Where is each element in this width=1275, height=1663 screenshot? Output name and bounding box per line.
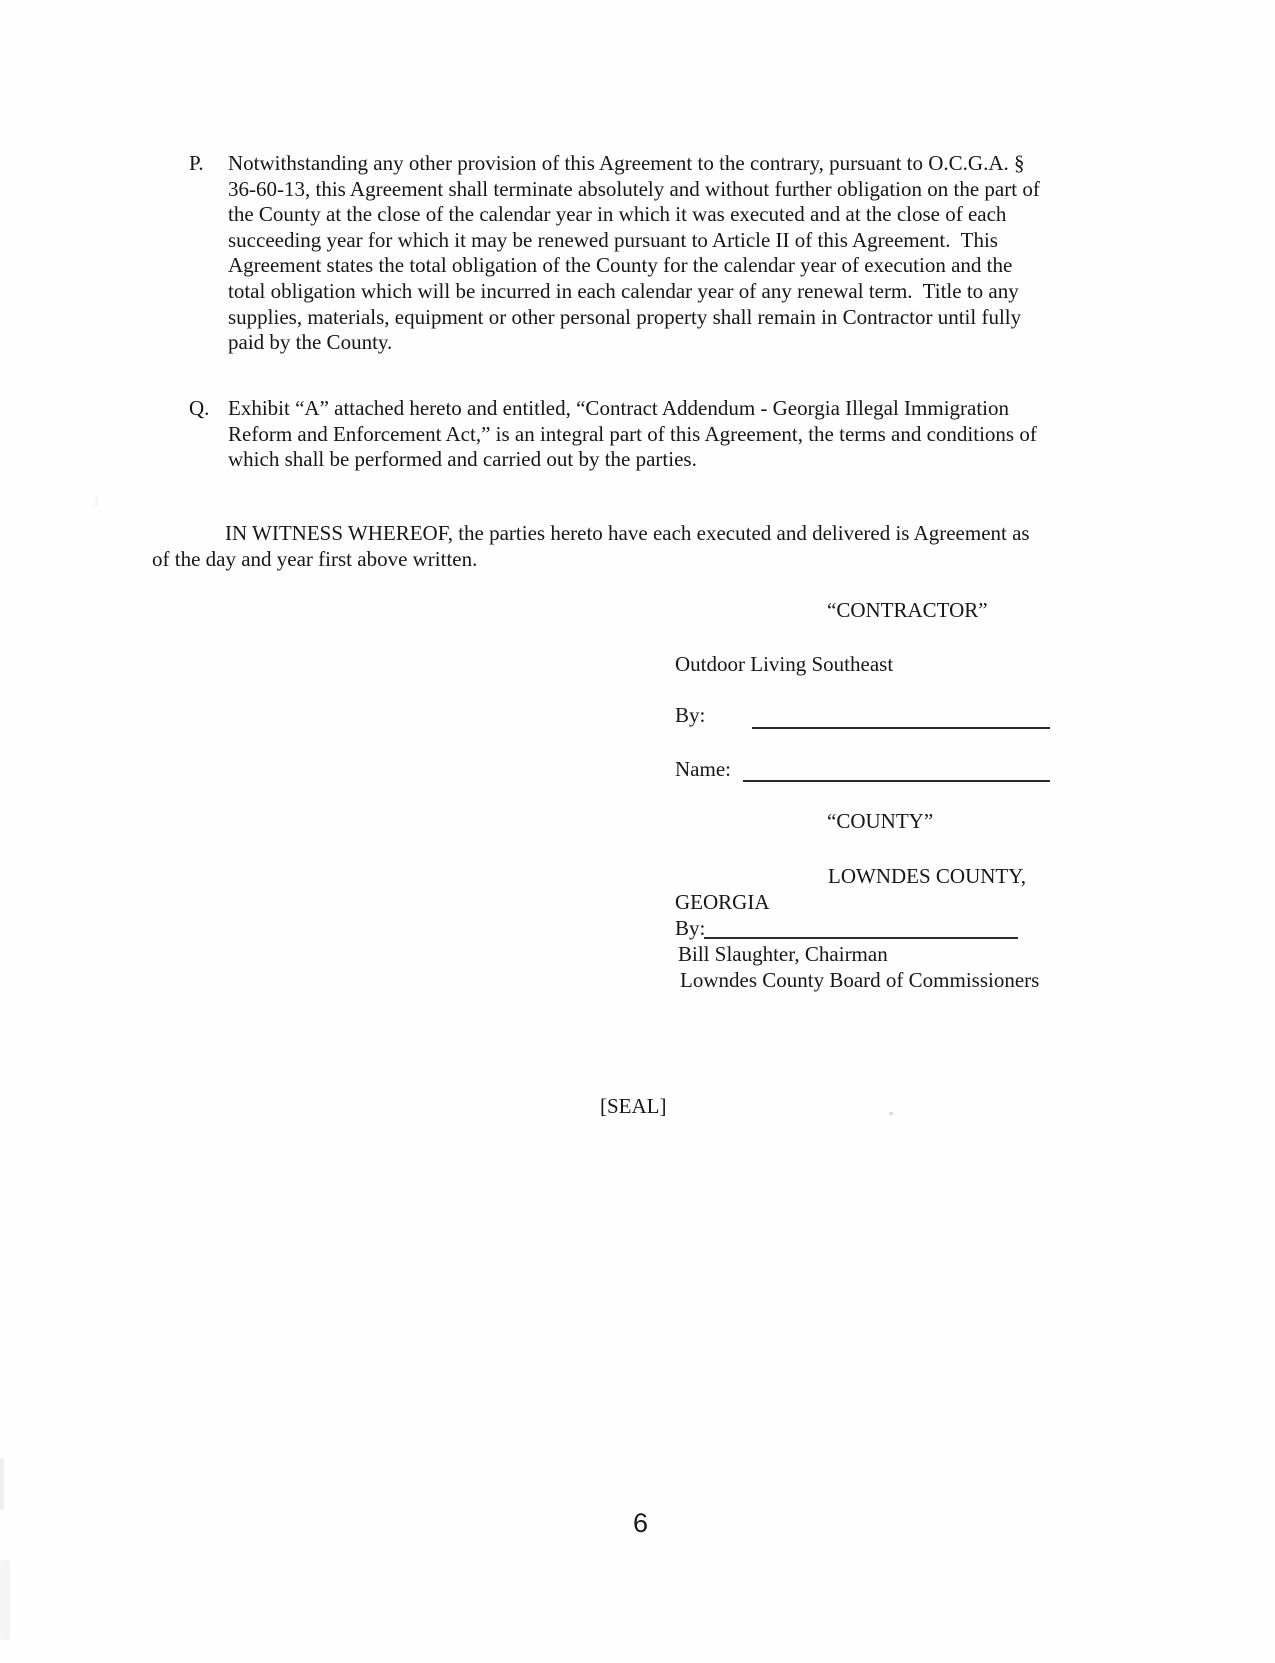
paragraph-line: Notwithstanding any other provision of this Agreement to the contrary, pursuant to O.C.G.A. § (228, 151, 1025, 175)
paragraph-line: Agreement states the total obligation of the County for the calendar year of execution and the (228, 253, 1013, 278)
paragraph-p-body (228, 151, 1040, 356)
scan-smudge (0, 1560, 10, 1640)
witness-paragraph (152, 521, 1132, 572)
list-label-p: P. (189, 151, 204, 175)
scan-smudge (0, 1458, 4, 1510)
contractor-by-signature-line (752, 727, 1050, 729)
county-org: Lowndes County Board of Commissioners (680, 968, 1040, 992)
contractor-name-label: Name: (675, 757, 731, 781)
paragraph-line: Reform and Enforcement Act,” is an integral part of this Agreement, the terms and conditions of (228, 421, 1037, 446)
paragraph-line: Exhibit “A” attached hereto and entitled, “Contract Addendum - Georgia Illegal Immigration (228, 396, 1010, 420)
scan-smudge (889, 1112, 893, 1115)
paragraph-q-body (228, 396, 1037, 473)
county-name-line2: GEORGIA (675, 890, 770, 914)
contractor-by-label: By: (675, 703, 706, 727)
paragraph-line: the County at the close of the calendar year in which it was executed and at the close of each (228, 202, 1007, 227)
seal-text: [SEAL] (600, 1094, 667, 1118)
paragraph-line: 36-60-13, this Agreement shall terminate absolutely and without further obligation on the part of (228, 176, 1040, 201)
paragraph-q (189, 396, 1119, 473)
paragraph-p (189, 151, 1119, 356)
witness-line: IN WITNESS WHEREOF, the parties hereto have each executed and delivered is Agreement as (225, 521, 1030, 545)
paragraph-line: total obligation which will be incurred in each calendar year of any renewal term. Title to any (228, 278, 1019, 303)
page-number: 6 (633, 1508, 649, 1538)
contractor-heading: “CONTRACTOR” (827, 598, 988, 622)
county-signatory: Bill Slaughter, Chairman (678, 942, 888, 966)
county-heading: “COUNTY” (827, 809, 934, 833)
contractor-name-signature-line (743, 780, 1050, 782)
county-by-label: By: (675, 916, 706, 940)
witness-line: of the day and year first above written. (152, 546, 478, 571)
county-by-signature-line (704, 937, 1018, 939)
contractor-company: Outdoor Living Southeast (675, 652, 894, 676)
paragraph-line: succeeding year for which it may be renewed pursuant to Article II of this Agreement. This (228, 227, 998, 252)
scan-smudge (95, 497, 98, 507)
list-label-q: Q. (189, 396, 210, 420)
county-name-line1: LOWNDES COUNTY, (828, 864, 1026, 888)
paragraph-line: paid by the County. (228, 330, 393, 355)
paragraph-line: which shall be performed and carried out by the parties. (228, 447, 697, 472)
paragraph-line: supplies, materials, equipment or other personal property shall remain in Contractor until fully (228, 304, 1022, 329)
